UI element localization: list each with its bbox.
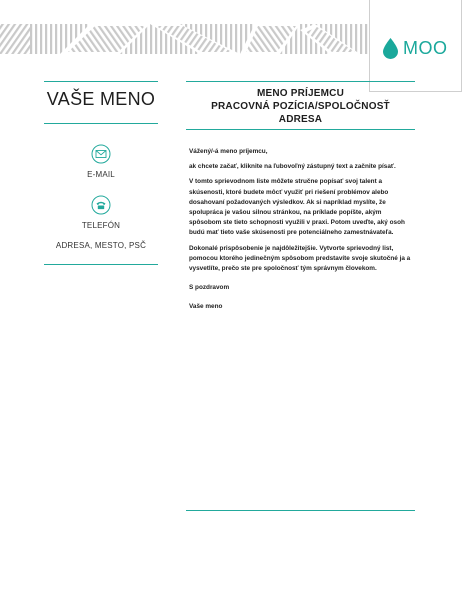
recipient-block bbox=[186, 87, 415, 126]
sidebar-bottom-rule bbox=[44, 264, 158, 265]
address-label: ADRESA, MESTO, PSČ bbox=[55, 241, 147, 250]
sidebar-name-rule bbox=[44, 123, 158, 124]
phone-icon bbox=[91, 195, 111, 215]
email-icon bbox=[91, 144, 111, 164]
phone-label: TELEFÓN bbox=[81, 221, 121, 230]
recipient-name: MENO PRÍJEMCU bbox=[256, 88, 345, 99]
recipient-position: PRACOVNÁ POZÍCIA/SPOLOČNOSŤ bbox=[211, 101, 390, 112]
letter-body bbox=[189, 147, 415, 318]
logo-text: MOO bbox=[403, 38, 448, 58]
sender-name: VAŠE MENO bbox=[46, 89, 156, 109]
header-bottom-rule bbox=[186, 129, 415, 130]
header-top-rule bbox=[186, 81, 415, 82]
sidebar-top-rule bbox=[44, 81, 158, 82]
logo-box bbox=[369, 0, 462, 92]
salutation: Vážený/-á meno príjemcu, bbox=[189, 148, 268, 155]
drop-icon bbox=[383, 38, 398, 59]
paragraph-2: V tomto sprievodnom liste môžete stručne popísať svoj talent a skúsenosti, ktoré budete môcť využiť pri riešení problémov alebo dosahovaní požadovaných výsledkov. Ak si napríklad myslíte, že spolupráca je vašou silnou stránkou, na príklade popíšte, akým spôsobom ste tieto schopnosti využili v praxi. Potom uveďte, aký osoh budú mať tieto vaše skúsenosti pre potenciálneho zamestnávateľa. bbox=[189, 178, 405, 237]
paragraph-3: Dokonalé prispôsobenie je najdôležitejšie. Vytvorte sprievodný list, pomocou ktorého jedinečným spôsobom predstavíte svoje skutočné ja a vysvetlíte, prečo ste pre spoločnosť tým správnym človekom. bbox=[189, 244, 411, 273]
email-label: E-MAIL bbox=[87, 170, 115, 179]
closing: S pozdravom bbox=[189, 284, 230, 292]
signature: Vaše meno bbox=[189, 303, 223, 311]
recipient-address: ADRESA bbox=[278, 114, 323, 125]
paragraph-1: ak chcete začať, kliknite na ľubovoľný zástupný text a začnite písať. bbox=[189, 163, 396, 171]
footer-rule bbox=[186, 510, 415, 511]
